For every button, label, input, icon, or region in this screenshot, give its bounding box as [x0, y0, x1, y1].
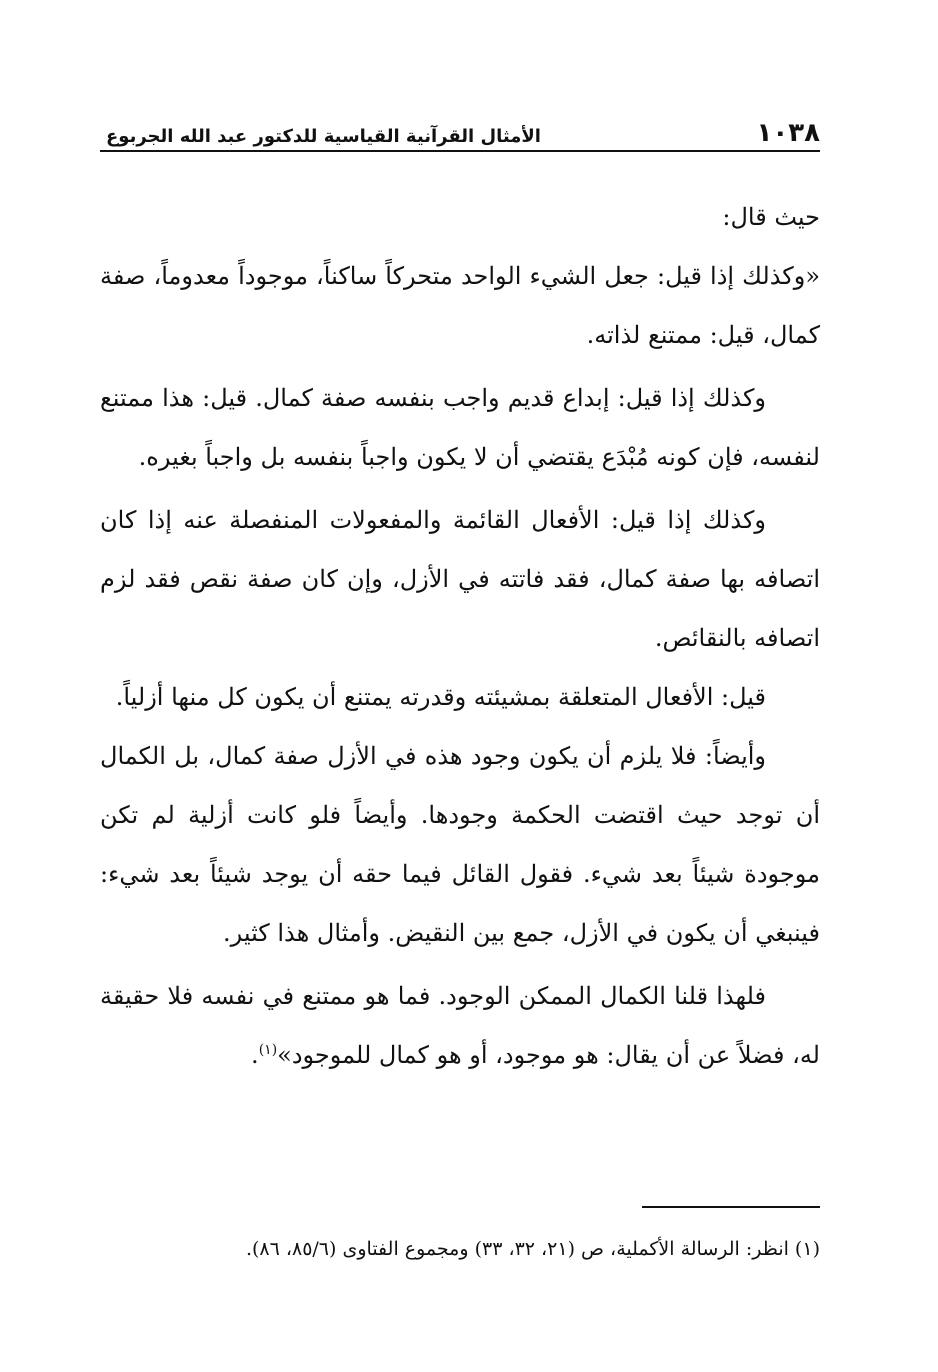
paragraph-intro: حيث قال:: [722, 203, 820, 231]
paragraph-quote-start: «وكذلك إذا قيل: جعل الشيء الواحد متحركاً ساكناً، موجوداً معدوماً، صفة كمال، قيل: ممتنع لذاته.: [100, 262, 820, 349]
paragraph-afaal: وكذلك إذا قيل: الأفعال القائمة والمفعولات المنفصلة عنه إذا كان اتصافه بها صفة كمال، فقد فاتته في الأزل، وإن كان صفة نقص فقد لزم اتصافه بالنقائص.: [100, 506, 820, 652]
page-header: [100, 112, 820, 152]
footnote-reference[interactable]: (١): [258, 1042, 278, 1058]
paragraph-ibda: وكذلك إذا قيل: إبداع قديم واجب بنفسه صفة كمال. قيل: هذا ممتنع لنفسه، فإن كونه مُبْدَع يقتضي أن لا يكون واجباً بنفسه بل واجباً بغيره.: [100, 384, 820, 471]
paragraph-aydan: وأيضاً: فلا يلزم أن يكون وجود هذه في الأزل صفة كمال، بل الكمال أن توجد حيث اقتضت الحكمة وجودها. وأيضاً فلو كانت أزلية لم تكن موجودة شيئاً بعد شيء. فقول القائل فيما حقه أن يوجد شيئاً بعد شيء: فينبغي أن يكون في الأزل، جمع بين النقيض. وأمثال هذا كثير.: [100, 742, 820, 947]
main-text: [100, 188, 820, 1085]
paragraph-conclusion: [100, 967, 820, 1085]
paragraph-conclusion-end: .: [251, 1041, 259, 1069]
paragraph-qil-afaal: قيل: الأفعال المتعلقة بمشيئته وقدرته يمتنع أن يكون كل منها أزلياً.: [115, 683, 766, 711]
footnote-separator: [642, 1206, 820, 1208]
footnote: (١) انظر: الرسالة الأكملية، ص (٢١، ٣٢، ٣٣) ومجموع الفتاوى (٨٥/٦، ٨٦).: [245, 1238, 820, 1260]
running-title: الأمثال القرآنية القياسية للدكتور عبد الله الجربوع: [106, 126, 541, 147]
page-number: ١٠٣٨: [756, 118, 820, 148]
paragraph-conclusion-text: فلهذا قلنا الكمال الممكن الوجود. فما هو ممتنع في نفسه فلا حقيقة له، فضلاً عن أن يقال: هو موجود، أو هو كمال للموجود»: [100, 982, 820, 1069]
